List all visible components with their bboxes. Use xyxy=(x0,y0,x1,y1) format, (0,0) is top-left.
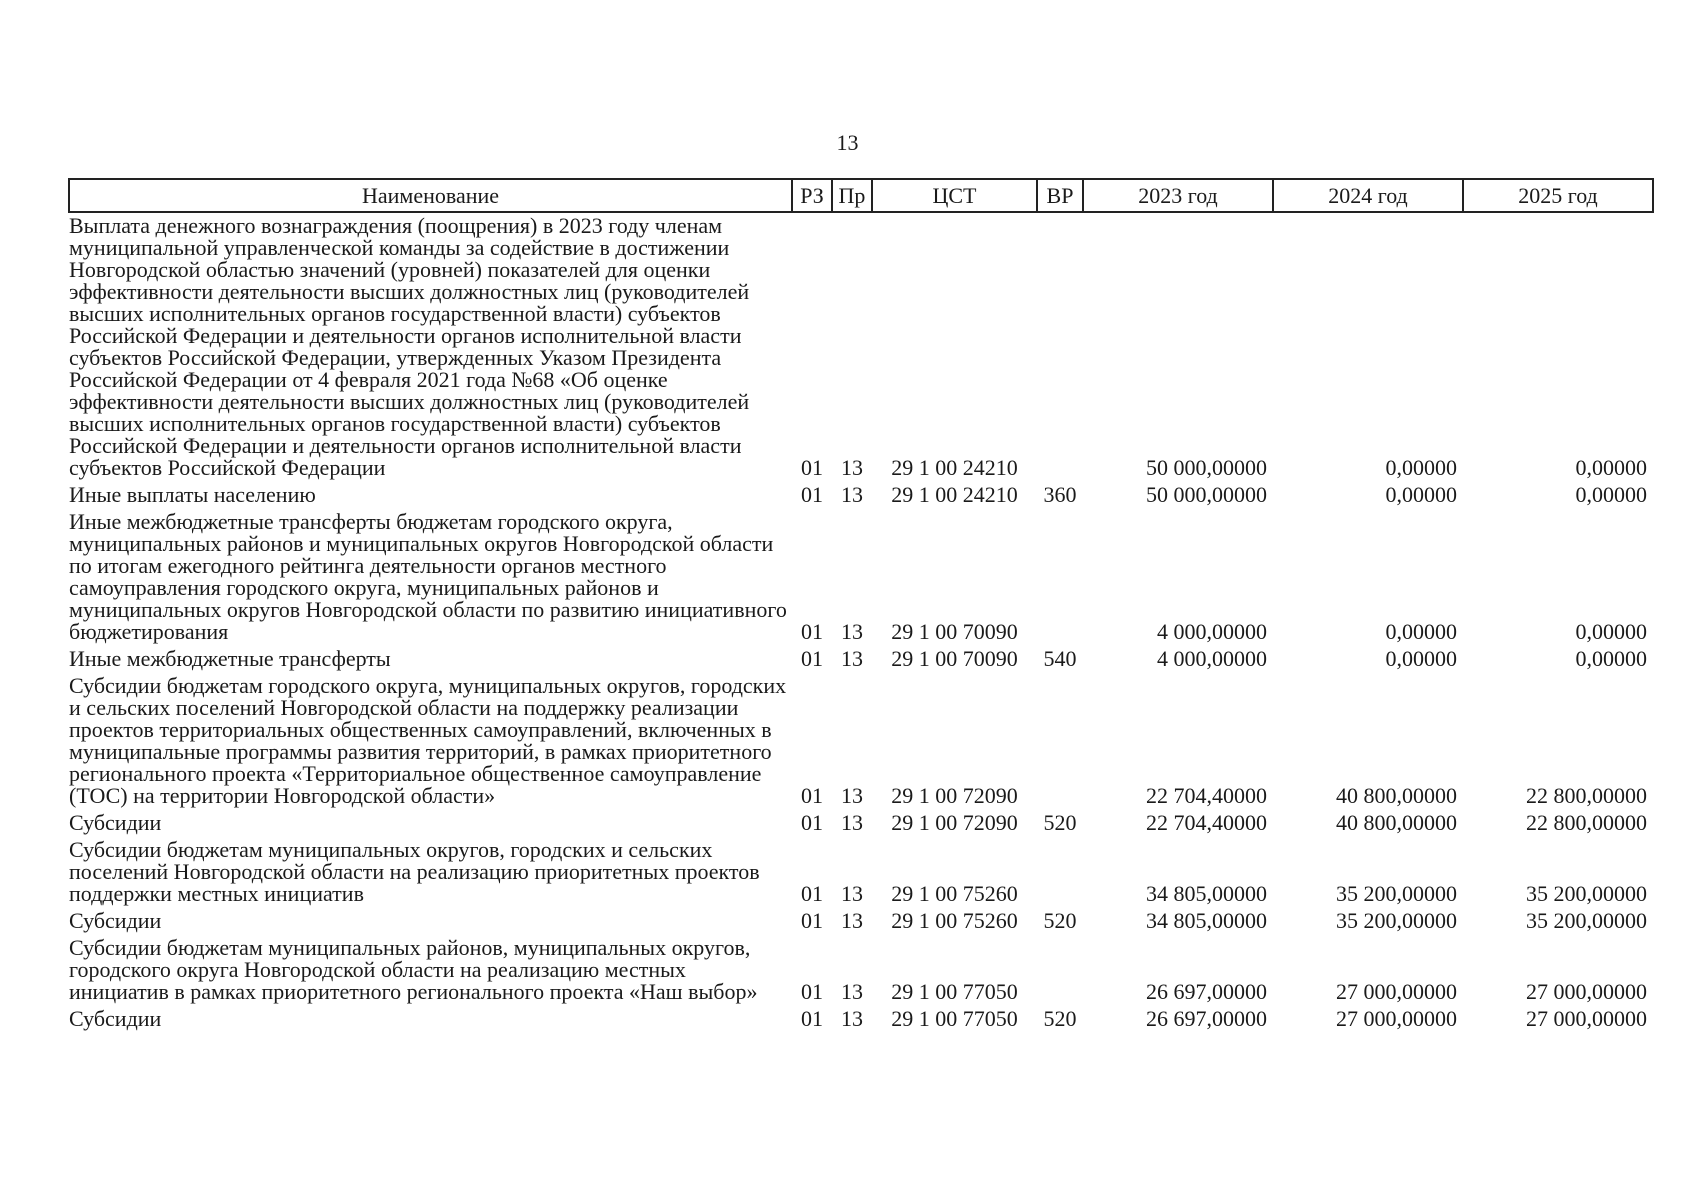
cell-rz: 01 xyxy=(801,455,823,480)
table-row xyxy=(69,673,1653,810)
cell-rz: 01 xyxy=(801,482,823,507)
cell-vr xyxy=(1037,935,1083,1006)
cell-pr: 13 xyxy=(841,482,863,507)
header-2023: 2023 год xyxy=(1083,179,1273,212)
cell-name: Иные межбюджетные трансферты бюджетам городского округа, муниципальных районов и муниципальных округов Новгородской области по итогам ежегодного рейтинга деятельности органов местного самоуправления городского округа, муниципальных районов и муниципальных округов Новгородской области по развитию инициативного бюджетирования xyxy=(69,509,787,644)
cell-2024: 40 800,00000 xyxy=(1336,783,1457,808)
header-cst: ЦСТ xyxy=(872,179,1037,212)
cell-2024: 0,00000 xyxy=(1385,619,1457,644)
header-2024: 2024 год xyxy=(1273,179,1463,212)
cell-2025: 0,00000 xyxy=(1575,482,1647,507)
table-row xyxy=(69,212,1653,482)
cell-2024: 40 800,00000 xyxy=(1336,810,1457,835)
cell-pr: 13 xyxy=(841,979,863,1004)
cell-cst: 29 1 00 75260 xyxy=(891,908,1018,933)
table-row xyxy=(69,482,1653,509)
cell-vr: 520 xyxy=(1043,1006,1077,1031)
cell-vr xyxy=(1037,509,1083,646)
cell-name: Субсидии xyxy=(69,810,162,835)
table-body xyxy=(69,212,1653,1033)
cell-2023: 34 805,00000 xyxy=(1146,881,1267,906)
cell-2024: 0,00000 xyxy=(1385,482,1457,507)
cell-2023: 26 697,00000 xyxy=(1146,1006,1267,1031)
cell-name: Субсидии бюджетам муниципальных округов, городских и сельских поселений Новгородской области на реализацию приоритетных проектов поддержки местных инициатив xyxy=(69,837,760,906)
cell-2023: 4 000,00000 xyxy=(1157,646,1267,671)
cell-2024: 35 200,00000 xyxy=(1336,908,1457,933)
cell-name: Выплата денежного вознаграждения (поощрения) в 2023 году членам муниципальной управленческой команды за содействие в достижении Новгородской областью значений (уровней) показателей для оценки эффективности деятельности высших должностных лиц (руководителей высших исполнительных органов государственной власти) субъектов Российской Федерации и деятельности органов исполнительной власти субъектов Российской Федерации, утвержденных Указом Президента Российской Федерации от 4 февраля 2021 года №68 «Об оценке эффективности деятельности высших должностных лиц (руководителей высших исполнительных органов государственной власти) субъектов Российской Федерации и деятельности органов исполнительной власти субъектов Российской Федерации xyxy=(69,213,750,480)
cell-pr: 13 xyxy=(841,810,863,835)
table-row xyxy=(69,810,1653,837)
cell-rz: 01 xyxy=(801,783,823,808)
header-pr: Пр xyxy=(832,179,872,212)
cell-name: Иные межбюджетные трансферты xyxy=(69,646,391,671)
cell-vr xyxy=(1037,212,1083,482)
cell-cst: 29 1 00 77050 xyxy=(891,979,1018,1004)
table-row xyxy=(69,837,1653,908)
cell-2025: 0,00000 xyxy=(1575,619,1647,644)
table-row xyxy=(69,935,1653,1006)
cell-rz: 01 xyxy=(801,619,823,644)
cell-2025: 27 000,00000 xyxy=(1526,1006,1647,1031)
cell-2025: 0,00000 xyxy=(1575,646,1647,671)
cell-2024: 27 000,00000 xyxy=(1336,979,1457,1004)
cell-vr: 540 xyxy=(1043,646,1077,671)
cell-2023: 22 704,40000 xyxy=(1146,810,1267,835)
cell-vr xyxy=(1037,837,1083,908)
cell-vr: 520 xyxy=(1043,810,1077,835)
cell-2023: 26 697,00000 xyxy=(1146,979,1267,1004)
cell-2024: 0,00000 xyxy=(1385,646,1457,671)
cell-cst: 29 1 00 75260 xyxy=(891,881,1018,906)
cell-2025: 0,00000 xyxy=(1575,455,1647,480)
budget-table xyxy=(68,178,1654,1033)
table-row xyxy=(69,908,1653,935)
cell-name: Субсидии бюджетам муниципальных районов, муниципальных округов, городского округа Новгородской области на реализацию местных инициатив в рамках приоритетного регионального проекта «Наш выбор» xyxy=(69,935,758,1004)
table-row xyxy=(69,1006,1653,1033)
cell-2025: 22 800,00000 xyxy=(1526,783,1647,808)
cell-cst: 29 1 00 24210 xyxy=(891,482,1018,507)
cell-2025: 35 200,00000 xyxy=(1526,908,1647,933)
cell-2024: 0,00000 xyxy=(1385,455,1457,480)
cell-rz: 01 xyxy=(801,646,823,671)
cell-pr: 13 xyxy=(841,619,863,644)
cell-2024: 35 200,00000 xyxy=(1336,881,1457,906)
cell-2025: 27 000,00000 xyxy=(1526,979,1647,1004)
cell-2023: 4 000,00000 xyxy=(1157,619,1267,644)
table-header-row xyxy=(69,179,1653,212)
cell-2024: 27 000,00000 xyxy=(1336,1006,1457,1031)
cell-name: Иные выплаты населению xyxy=(69,482,316,507)
cell-cst: 29 1 00 24210 xyxy=(891,455,1018,480)
cell-rz: 01 xyxy=(801,908,823,933)
cell-vr: 520 xyxy=(1043,908,1077,933)
cell-rz: 01 xyxy=(801,881,823,906)
table-row xyxy=(69,646,1653,673)
cell-rz: 01 xyxy=(801,1006,823,1031)
cell-2025: 35 200,00000 xyxy=(1526,881,1647,906)
cell-pr: 13 xyxy=(841,455,863,480)
cell-cst: 29 1 00 72090 xyxy=(891,783,1018,808)
cell-vr xyxy=(1037,673,1083,810)
cell-2025: 22 800,00000 xyxy=(1526,810,1647,835)
cell-pr: 13 xyxy=(841,908,863,933)
table-row xyxy=(69,509,1653,646)
cell-rz: 01 xyxy=(801,810,823,835)
cell-cst: 29 1 00 70090 xyxy=(891,646,1018,671)
cell-2023: 22 704,40000 xyxy=(1146,783,1267,808)
cell-2023: 50 000,00000 xyxy=(1146,455,1267,480)
cell-rz: 01 xyxy=(801,979,823,1004)
page-number: 13 xyxy=(836,130,859,155)
header-rz: РЗ xyxy=(792,179,832,212)
cell-cst: 29 1 00 72090 xyxy=(891,810,1018,835)
cell-2023: 34 805,00000 xyxy=(1146,908,1267,933)
cell-vr: 360 xyxy=(1043,482,1077,507)
header-name: Наименование xyxy=(69,179,792,212)
cell-pr: 13 xyxy=(841,646,863,671)
cell-name: Субсидии бюджетам городского округа, муниципальных округов, городских и сельских поселений Новгородской области на поддержку реализации проектов территориальных общественных самоуправлений, включенных в муниципальные программы развития территорий, в рамках приоритетного регионального проекта «Территориальное общественное самоуправление (ТОС) на территории Новгородской области» xyxy=(69,673,787,808)
cell-pr: 13 xyxy=(841,1006,863,1031)
cell-name: Субсидии xyxy=(69,908,162,933)
header-vr: ВР xyxy=(1037,179,1083,212)
cell-cst: 29 1 00 77050 xyxy=(891,1006,1018,1031)
cell-name: Субсидии xyxy=(69,1006,162,1031)
header-2025: 2025 год xyxy=(1463,179,1653,212)
cell-cst: 29 1 00 70090 xyxy=(891,619,1018,644)
cell-pr: 13 xyxy=(841,881,863,906)
cell-pr: 13 xyxy=(841,783,863,808)
cell-2023: 50 000,00000 xyxy=(1146,482,1267,507)
